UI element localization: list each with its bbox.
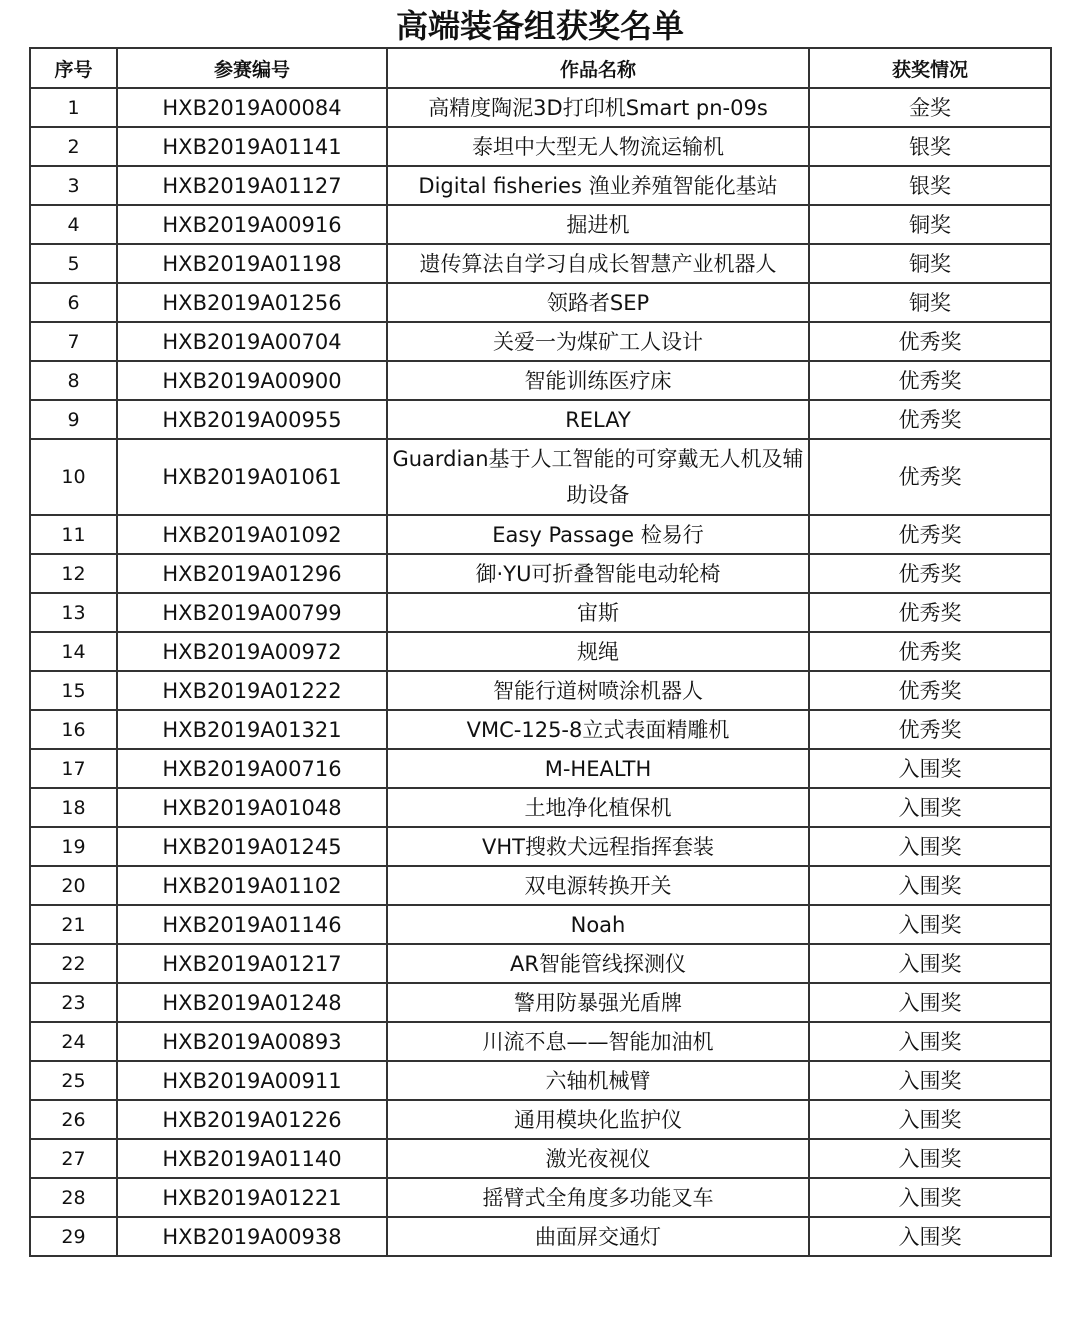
cell-work-name: Easy Passage 检易行 <box>387 515 809 554</box>
cell-entry-id: HXB2019A01217 <box>117 944 387 983</box>
cell-award: 入围奖 <box>809 1178 1051 1217</box>
table-row <box>30 166 1051 205</box>
cell-entry-id: HXB2019A01127 <box>117 166 387 205</box>
cell-award: 优秀奖 <box>809 361 1051 400</box>
cell-no: 26 <box>30 1100 117 1139</box>
cell-no: 2 <box>30 127 117 166</box>
cell-entry-id: HXB2019A01245 <box>117 827 387 866</box>
cell-entry-id: HXB2019A00938 <box>117 1217 387 1256</box>
cell-award: 优秀奖 <box>809 515 1051 554</box>
table-row <box>30 361 1051 400</box>
cell-entry-id: HXB2019A00911 <box>117 1061 387 1100</box>
table-row <box>30 400 1051 439</box>
awards-table <box>29 47 1052 1257</box>
table-row <box>30 1139 1051 1178</box>
cell-no: 14 <box>30 632 117 671</box>
cell-award: 入围奖 <box>809 827 1051 866</box>
table-row <box>30 1061 1051 1100</box>
cell-no: 22 <box>30 944 117 983</box>
cell-no: 28 <box>30 1178 117 1217</box>
cell-work-name: 警用防暴强光盾牌 <box>387 983 809 1022</box>
table-row <box>30 515 1051 554</box>
cell-no: 9 <box>30 400 117 439</box>
cell-work-name: Noah <box>387 905 809 944</box>
table-row <box>30 244 1051 283</box>
cell-entry-id: HXB2019A01061 <box>117 439 387 515</box>
cell-no: 19 <box>30 827 117 866</box>
cell-award: 铜奖 <box>809 244 1051 283</box>
cell-award: 银奖 <box>809 166 1051 205</box>
cell-work-name: 掘进机 <box>387 205 809 244</box>
table-row <box>30 283 1051 322</box>
cell-work-name: M-HEALTH <box>387 749 809 788</box>
table-row <box>30 671 1051 710</box>
cell-entry-id: HXB2019A01226 <box>117 1100 387 1139</box>
table-row <box>30 1217 1051 1256</box>
cell-award: 铜奖 <box>809 283 1051 322</box>
cell-award: 银奖 <box>809 127 1051 166</box>
cell-entry-id: HXB2019A00716 <box>117 749 387 788</box>
cell-work-name: 关爱一为煤矿工人设计 <box>387 322 809 361</box>
cell-work-name: 领路者SEP <box>387 283 809 322</box>
table-row <box>30 127 1051 166</box>
cell-award: 入围奖 <box>809 1217 1051 1256</box>
cell-entry-id: HXB2019A01146 <box>117 905 387 944</box>
cell-entry-id: HXB2019A01141 <box>117 127 387 166</box>
cell-award: 优秀奖 <box>809 554 1051 593</box>
cell-work-name: 双电源转换开关 <box>387 866 809 905</box>
cell-no: 24 <box>30 1022 117 1061</box>
table-row <box>30 788 1051 827</box>
cell-no: 20 <box>30 866 117 905</box>
cell-award: 入围奖 <box>809 1139 1051 1178</box>
cell-entry-id: HXB2019A01140 <box>117 1139 387 1178</box>
table-row <box>30 632 1051 671</box>
table-row <box>30 1178 1051 1217</box>
cell-entry-id: HXB2019A01296 <box>117 554 387 593</box>
cell-award: 优秀奖 <box>809 632 1051 671</box>
table-row <box>30 88 1051 127</box>
cell-work-name: 摇臂式全角度多功能叉车 <box>387 1178 809 1217</box>
cell-entry-id: HXB2019A00704 <box>117 322 387 361</box>
header-name: 作品名称 <box>387 48 809 88</box>
cell-no: 7 <box>30 322 117 361</box>
cell-work-name: Digital fisheries 渔业养殖智能化基站 <box>387 166 809 205</box>
cell-entry-id: HXB2019A01198 <box>117 244 387 283</box>
cell-no: 23 <box>30 983 117 1022</box>
cell-no: 10 <box>30 439 117 515</box>
cell-entry-id: HXB2019A00916 <box>117 205 387 244</box>
cell-no: 12 <box>30 554 117 593</box>
cell-work-name: 泰坦中大型无人物流运输机 <box>387 127 809 166</box>
cell-no: 11 <box>30 515 117 554</box>
cell-work-name: 高精度陶泥3D打印机Smart pn-09s <box>387 88 809 127</box>
cell-award: 入围奖 <box>809 1061 1051 1100</box>
table-row <box>30 866 1051 905</box>
cell-no: 18 <box>30 788 117 827</box>
table-row <box>30 710 1051 749</box>
table-row <box>30 905 1051 944</box>
table-row <box>30 205 1051 244</box>
cell-entry-id: HXB2019A01321 <box>117 710 387 749</box>
header-no: 序号 <box>30 48 117 88</box>
header-id: 参赛编号 <box>117 48 387 88</box>
cell-no: 21 <box>30 905 117 944</box>
cell-award: 入围奖 <box>809 788 1051 827</box>
table-row <box>30 983 1051 1022</box>
table-row <box>30 322 1051 361</box>
cell-work-name: 激光夜视仪 <box>387 1139 809 1178</box>
cell-entry-id: HXB2019A00084 <box>117 88 387 127</box>
cell-award: 入围奖 <box>809 944 1051 983</box>
cell-no: 25 <box>30 1061 117 1100</box>
cell-entry-id: HXB2019A01092 <box>117 515 387 554</box>
cell-work-name: 六轴机械臂 <box>387 1061 809 1100</box>
cell-entry-id: HXB2019A00799 <box>117 593 387 632</box>
cell-award: 优秀奖 <box>809 671 1051 710</box>
cell-award: 金奖 <box>809 88 1051 127</box>
cell-work-name: 曲面屏交通灯 <box>387 1217 809 1256</box>
cell-work-name: 遗传算法自学习自成长智慧产业机器人 <box>387 244 809 283</box>
cell-entry-id: HXB2019A01248 <box>117 983 387 1022</box>
cell-entry-id: HXB2019A01222 <box>117 671 387 710</box>
table-row <box>30 749 1051 788</box>
cell-work-name: 智能训练医疗床 <box>387 361 809 400</box>
table-row <box>30 1022 1051 1061</box>
cell-no: 1 <box>30 88 117 127</box>
cell-work-name: 智能行道树喷涂机器人 <box>387 671 809 710</box>
cell-work-name: VMC-125-8立式表面精雕机 <box>387 710 809 749</box>
cell-no: 6 <box>30 283 117 322</box>
table-row <box>30 827 1051 866</box>
cell-entry-id: HXB2019A00893 <box>117 1022 387 1061</box>
cell-work-name: 御·YU可折叠智能电动轮椅 <box>387 554 809 593</box>
cell-entry-id: HXB2019A00955 <box>117 400 387 439</box>
cell-work-name: VHT搜救犬远程指挥套装 <box>387 827 809 866</box>
table-body <box>30 88 1051 1256</box>
cell-no: 16 <box>30 710 117 749</box>
cell-work-name: 规绳 <box>387 632 809 671</box>
table-row <box>30 439 1051 515</box>
cell-award: 优秀奖 <box>809 439 1051 515</box>
cell-entry-id: HXB2019A01221 <box>117 1178 387 1217</box>
cell-award: 优秀奖 <box>809 322 1051 361</box>
cell-work-name: RELAY <box>387 400 809 439</box>
cell-work-name: 宙斯 <box>387 593 809 632</box>
cell-award: 入围奖 <box>809 1100 1051 1139</box>
cell-no: 15 <box>30 671 117 710</box>
table-row <box>30 554 1051 593</box>
cell-no: 27 <box>30 1139 117 1178</box>
cell-no: 4 <box>30 205 117 244</box>
cell-entry-id: HXB2019A00900 <box>117 361 387 400</box>
cell-award: 优秀奖 <box>809 400 1051 439</box>
cell-no: 17 <box>30 749 117 788</box>
table-row <box>30 593 1051 632</box>
table-row <box>30 1100 1051 1139</box>
cell-entry-id: HXB2019A00972 <box>117 632 387 671</box>
header-award: 获奖情况 <box>809 48 1051 88</box>
table-header-row <box>30 48 1051 88</box>
cell-award: 入围奖 <box>809 905 1051 944</box>
cell-entry-id: HXB2019A01048 <box>117 788 387 827</box>
cell-award: 入围奖 <box>809 1022 1051 1061</box>
table-row <box>30 944 1051 983</box>
cell-award: 入围奖 <box>809 749 1051 788</box>
cell-no: 8 <box>30 361 117 400</box>
cell-award: 入围奖 <box>809 983 1051 1022</box>
cell-work-name: 通用模块化监护仪 <box>387 1100 809 1139</box>
cell-entry-id: HXB2019A01102 <box>117 866 387 905</box>
cell-work-name: 土地净化植保机 <box>387 788 809 827</box>
cell-award: 入围奖 <box>809 866 1051 905</box>
cell-work-name: AR智能管线探测仪 <box>387 944 809 983</box>
cell-award: 优秀奖 <box>809 710 1051 749</box>
cell-entry-id: HXB2019A01256 <box>117 283 387 322</box>
cell-no: 13 <box>30 593 117 632</box>
cell-work-name: Guardian基于人工智能的可穿戴无人机及辅助设备 <box>387 439 809 515</box>
cell-award: 铜奖 <box>809 205 1051 244</box>
cell-work-name: 川流不息——智能加油机 <box>387 1022 809 1061</box>
cell-no: 29 <box>30 1217 117 1256</box>
cell-no: 3 <box>30 166 117 205</box>
page-title: 高端装备组获奖名单 <box>395 7 684 45</box>
cell-no: 5 <box>30 244 117 283</box>
cell-award: 优秀奖 <box>809 593 1051 632</box>
